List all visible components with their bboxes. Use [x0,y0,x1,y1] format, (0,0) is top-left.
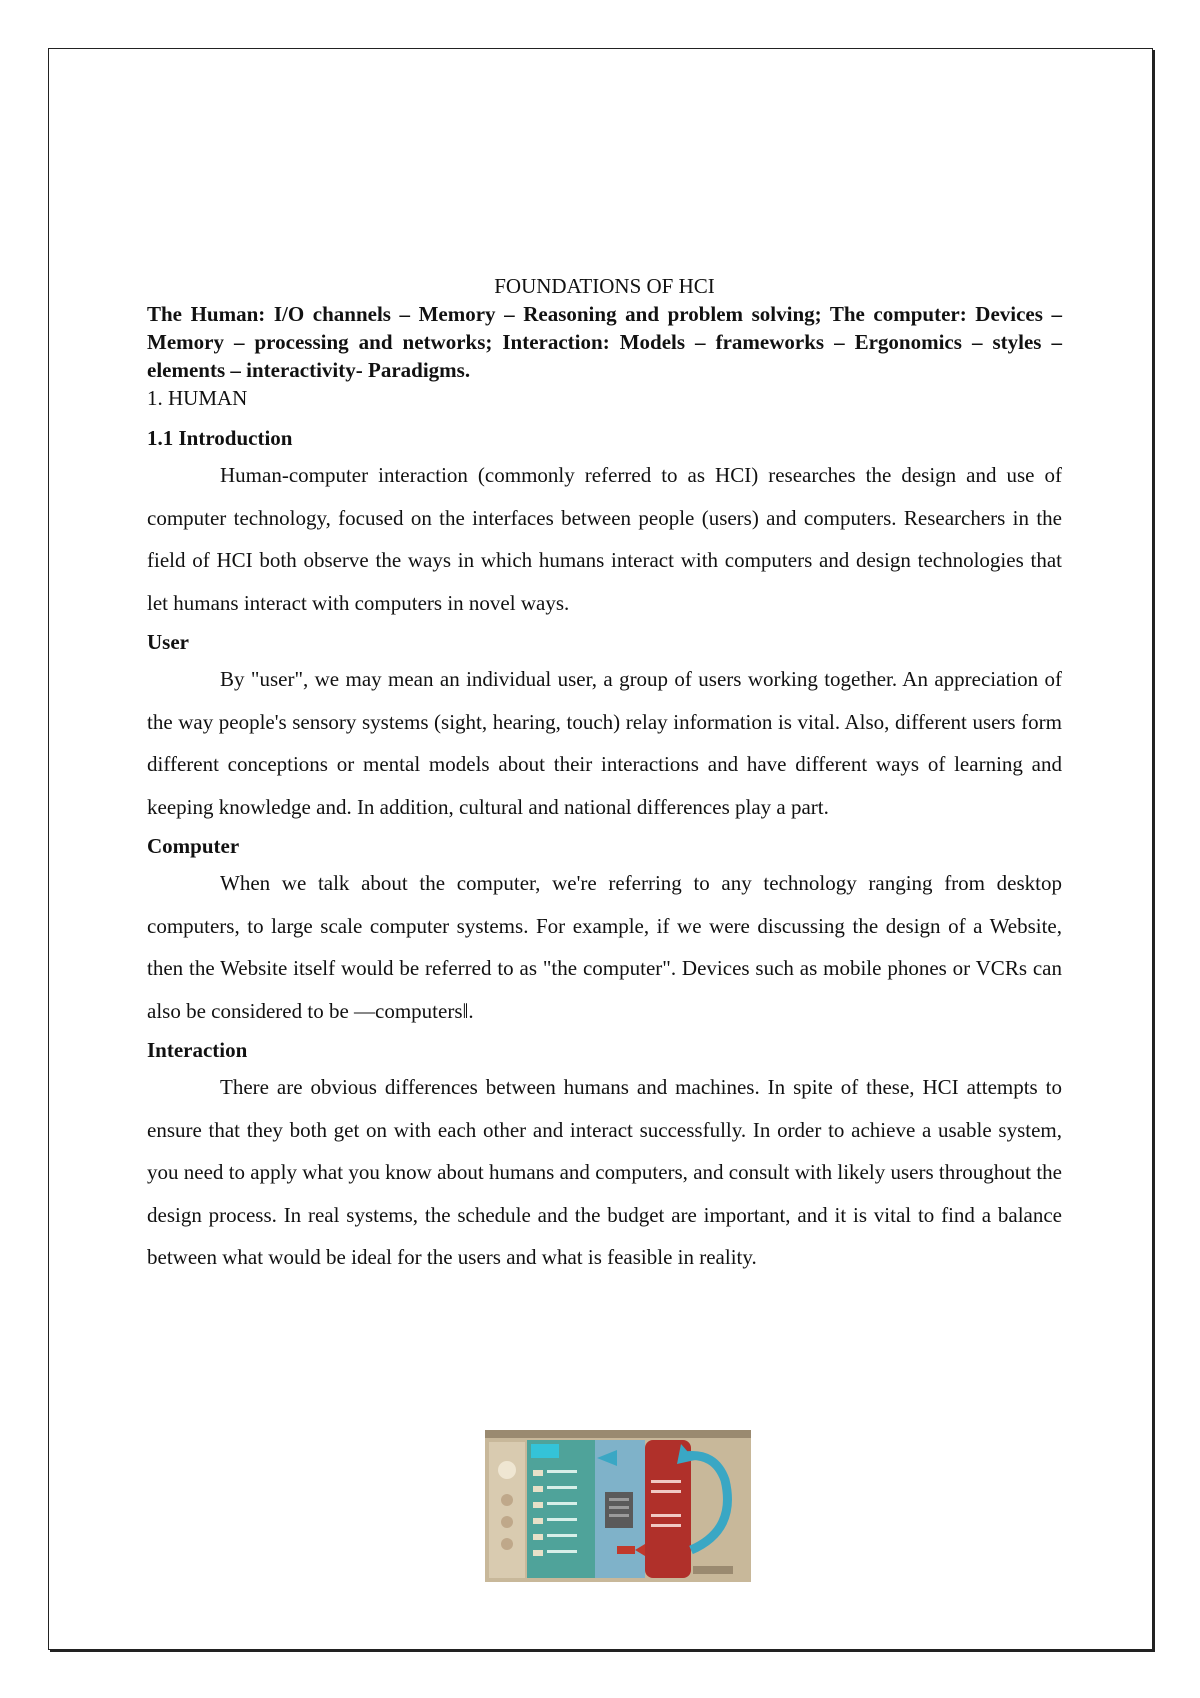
diagram-graphic [485,1430,751,1582]
hci-interaction-diagram-image [485,1430,751,1582]
document-body [147,272,1062,1279]
paragraph-computer: When we talk about the computer, we're referring to any technology ranging from desktop computers, to large scale computer systems. For example, if we were discussing the design of a Website, then the Website itself would be referred to as "the computer". Devices such as mobile phones or VCRs can also be considered to be ―computers‖. [147,871,1062,1023]
subsection-heading-interaction: Interaction [147,1038,248,1062]
paragraph-interaction: There are obvious differences between humans and machines. In spite of these, HCI attempts to ensure that they both get on with each other and interact successfully. In order to achieve a usable system, you need to apply what you know about humans and computers, and consult with likely users throughout the design process. In real systems, the schedule and the budget are important, and it is vital to find a balance between what would be ideal for the users and what is feasible in reality. [147,1075,1062,1269]
subsection-heading-user: User [147,630,189,654]
subsection-heading-introduction: 1.1 Introduction [147,426,293,450]
paragraph-introduction: Human-computer interaction (commonly referred to as HCI) researches the design and use of computer technology, focused on the interfaces between people (users) and computers. Researchers in the field of HCI both observe the ways in which humans interact with computers and design technologies that let humans interact with computers in novel ways. [147,463,1062,615]
paragraph-user: By "user", we may mean an individual user, a group of users working together. An appreciation of the way people's sensory systems (sight, hearing, touch) relay information is vital. Also, different users form different conceptions or mental models about their interactions and have different ways of learning and keeping knowledge and. In addition, cultural and national differences play a part. [147,667,1062,819]
subsection-heading-computer: Computer [147,834,240,858]
syllabus-summary: The Human: I/O channels – Memory – Reasoning and problem solving; The computer: Devices – Memory – processing and networks; Interaction: Models – frameworks – Ergonomics – styles – elements – interactivity- Paradigms. [147,302,1062,382]
document-title: FOUNDATIONS OF HCI [494,274,715,298]
section-heading-human: 1. HUMAN [147,386,248,410]
